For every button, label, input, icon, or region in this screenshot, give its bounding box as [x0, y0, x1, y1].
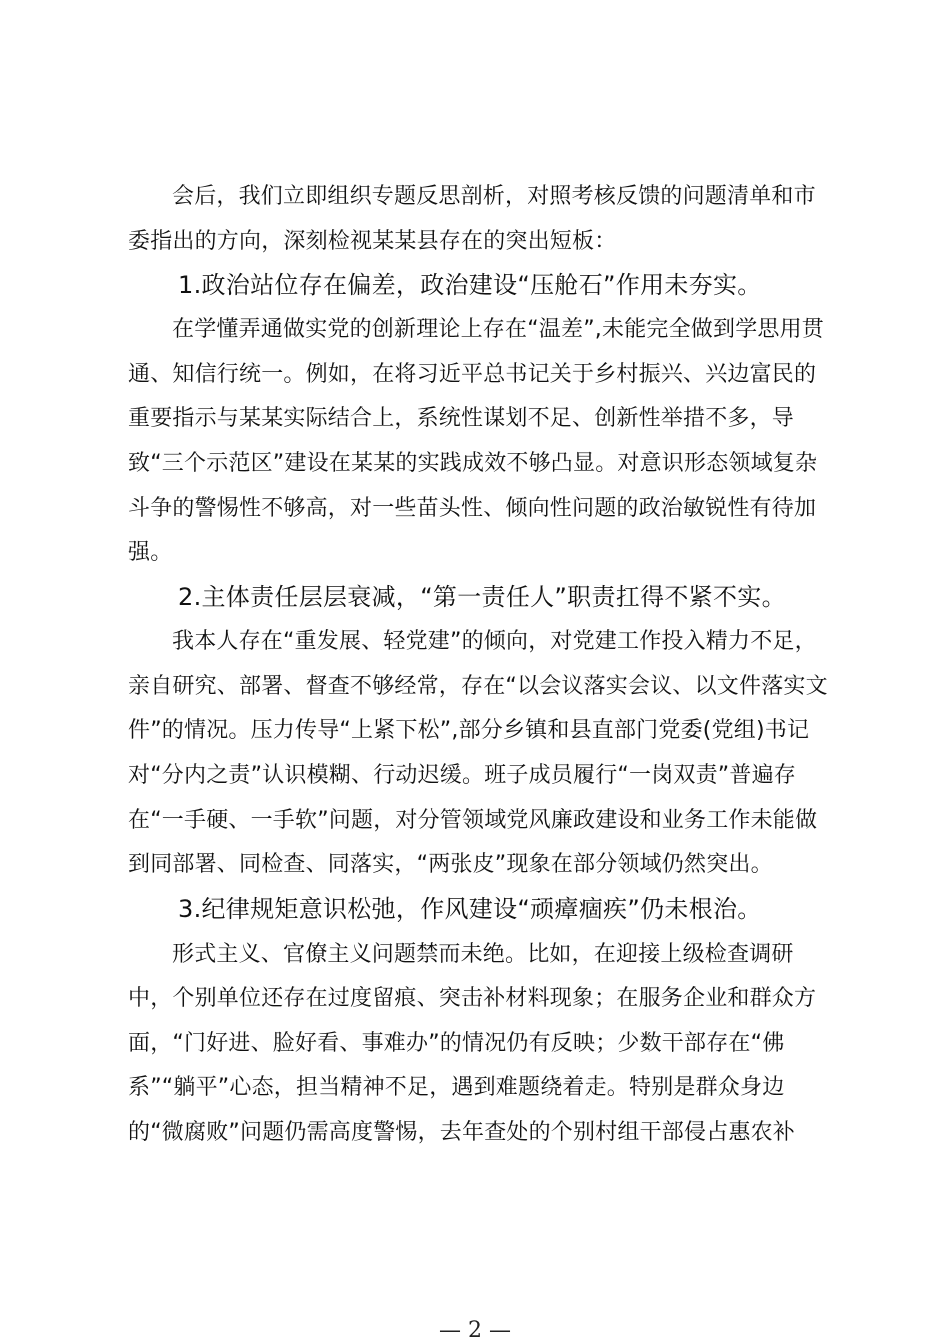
- paragraph-line: 委指出的方向，深刻检视某某县存在的突出短板：: [128, 229, 617, 254]
- paragraph-line: 的“微腐败”问题仍需高度警惕，去年查处的个别村组干部侵占惠农补: [128, 1120, 795, 1145]
- paragraph-line: 在“一手硬、一手软”问题，对分管领域党风廉政建设和业务工作未能做: [128, 808, 818, 833]
- paragraph-line: 到同部署、同检查、同落实，“两张皮”现象在部分领域仍然突出。: [128, 852, 773, 877]
- paragraph-line: 形式主义、官僚主义问题禁而未绝。比如，在迎接上级检查调研: [172, 942, 794, 967]
- paragraph-line: 中，个别单位还存在过度留痕、突击补材料现象；在服务企业和群众方: [128, 986, 817, 1011]
- paragraph-line: 我本人存在“重发展、轻党建”的倾向，对党建工作投入精力不足，: [172, 629, 817, 654]
- paragraph-line: 斗争的警惕性不够高，对一些苗头性、倾向性问题的政治敏锐性有待加: [128, 496, 817, 521]
- paragraph-line: 件”的情况。压力传导“上紧下松”,部分乡镇和县直部门党委(党组)书记: [128, 718, 810, 743]
- section-heading: 2.主体责任层层衰减，“第一责任人”职责扛得不紧不实。: [178, 583, 786, 611]
- paragraph-line: 通、知信行统一。例如，在将习近平总书记关于乡村振兴、兴边富民的: [128, 362, 817, 387]
- paragraph-line: 重要指示与某某实际结合上，系统性谋划不足、创新性举措不多，导: [128, 406, 795, 431]
- paragraph-line: 对“分内之责”认识模糊、行动迟缓。班子成员履行“一岗双责”普遍存: [128, 763, 796, 788]
- paragraph-line: 亲自研究、部署、督查不够经常，存在“以会议落实会议、以文件落实文: [128, 674, 828, 699]
- section-heading: 3.纪律规矩意识松弛，作风建设“顽瘴痼疾”仍未根治。: [178, 895, 762, 923]
- paragraph-line: 系”“躺平”心态，担当精神不足，遇到难题绕着走。特别是群众身边: [128, 1075, 785, 1100]
- paragraph-line: 强。: [128, 540, 173, 565]
- paragraph-line: 致“三个示范区”建设在某某的实践成效不够凸显。对意识形态领域复杂: [128, 451, 818, 476]
- paragraph-line: 面，“门好进、脸好看、事难办”的情况仍有反映；少数干部存在“佛: [128, 1031, 785, 1056]
- page-number: — 2 —: [439, 1318, 511, 1343]
- paragraph-line: 会后，我们立即组织专题反思剖析，对照考核反馈的问题清单和市: [172, 184, 816, 209]
- paragraph-line: 在学懂弄通做实党的创新理论上存在“温差”,未能完全做到学思用贯: [172, 317, 824, 342]
- section-heading: 1.政治站位存在偏差，政治建设“压舱石”作用未夯实。: [178, 271, 762, 299]
